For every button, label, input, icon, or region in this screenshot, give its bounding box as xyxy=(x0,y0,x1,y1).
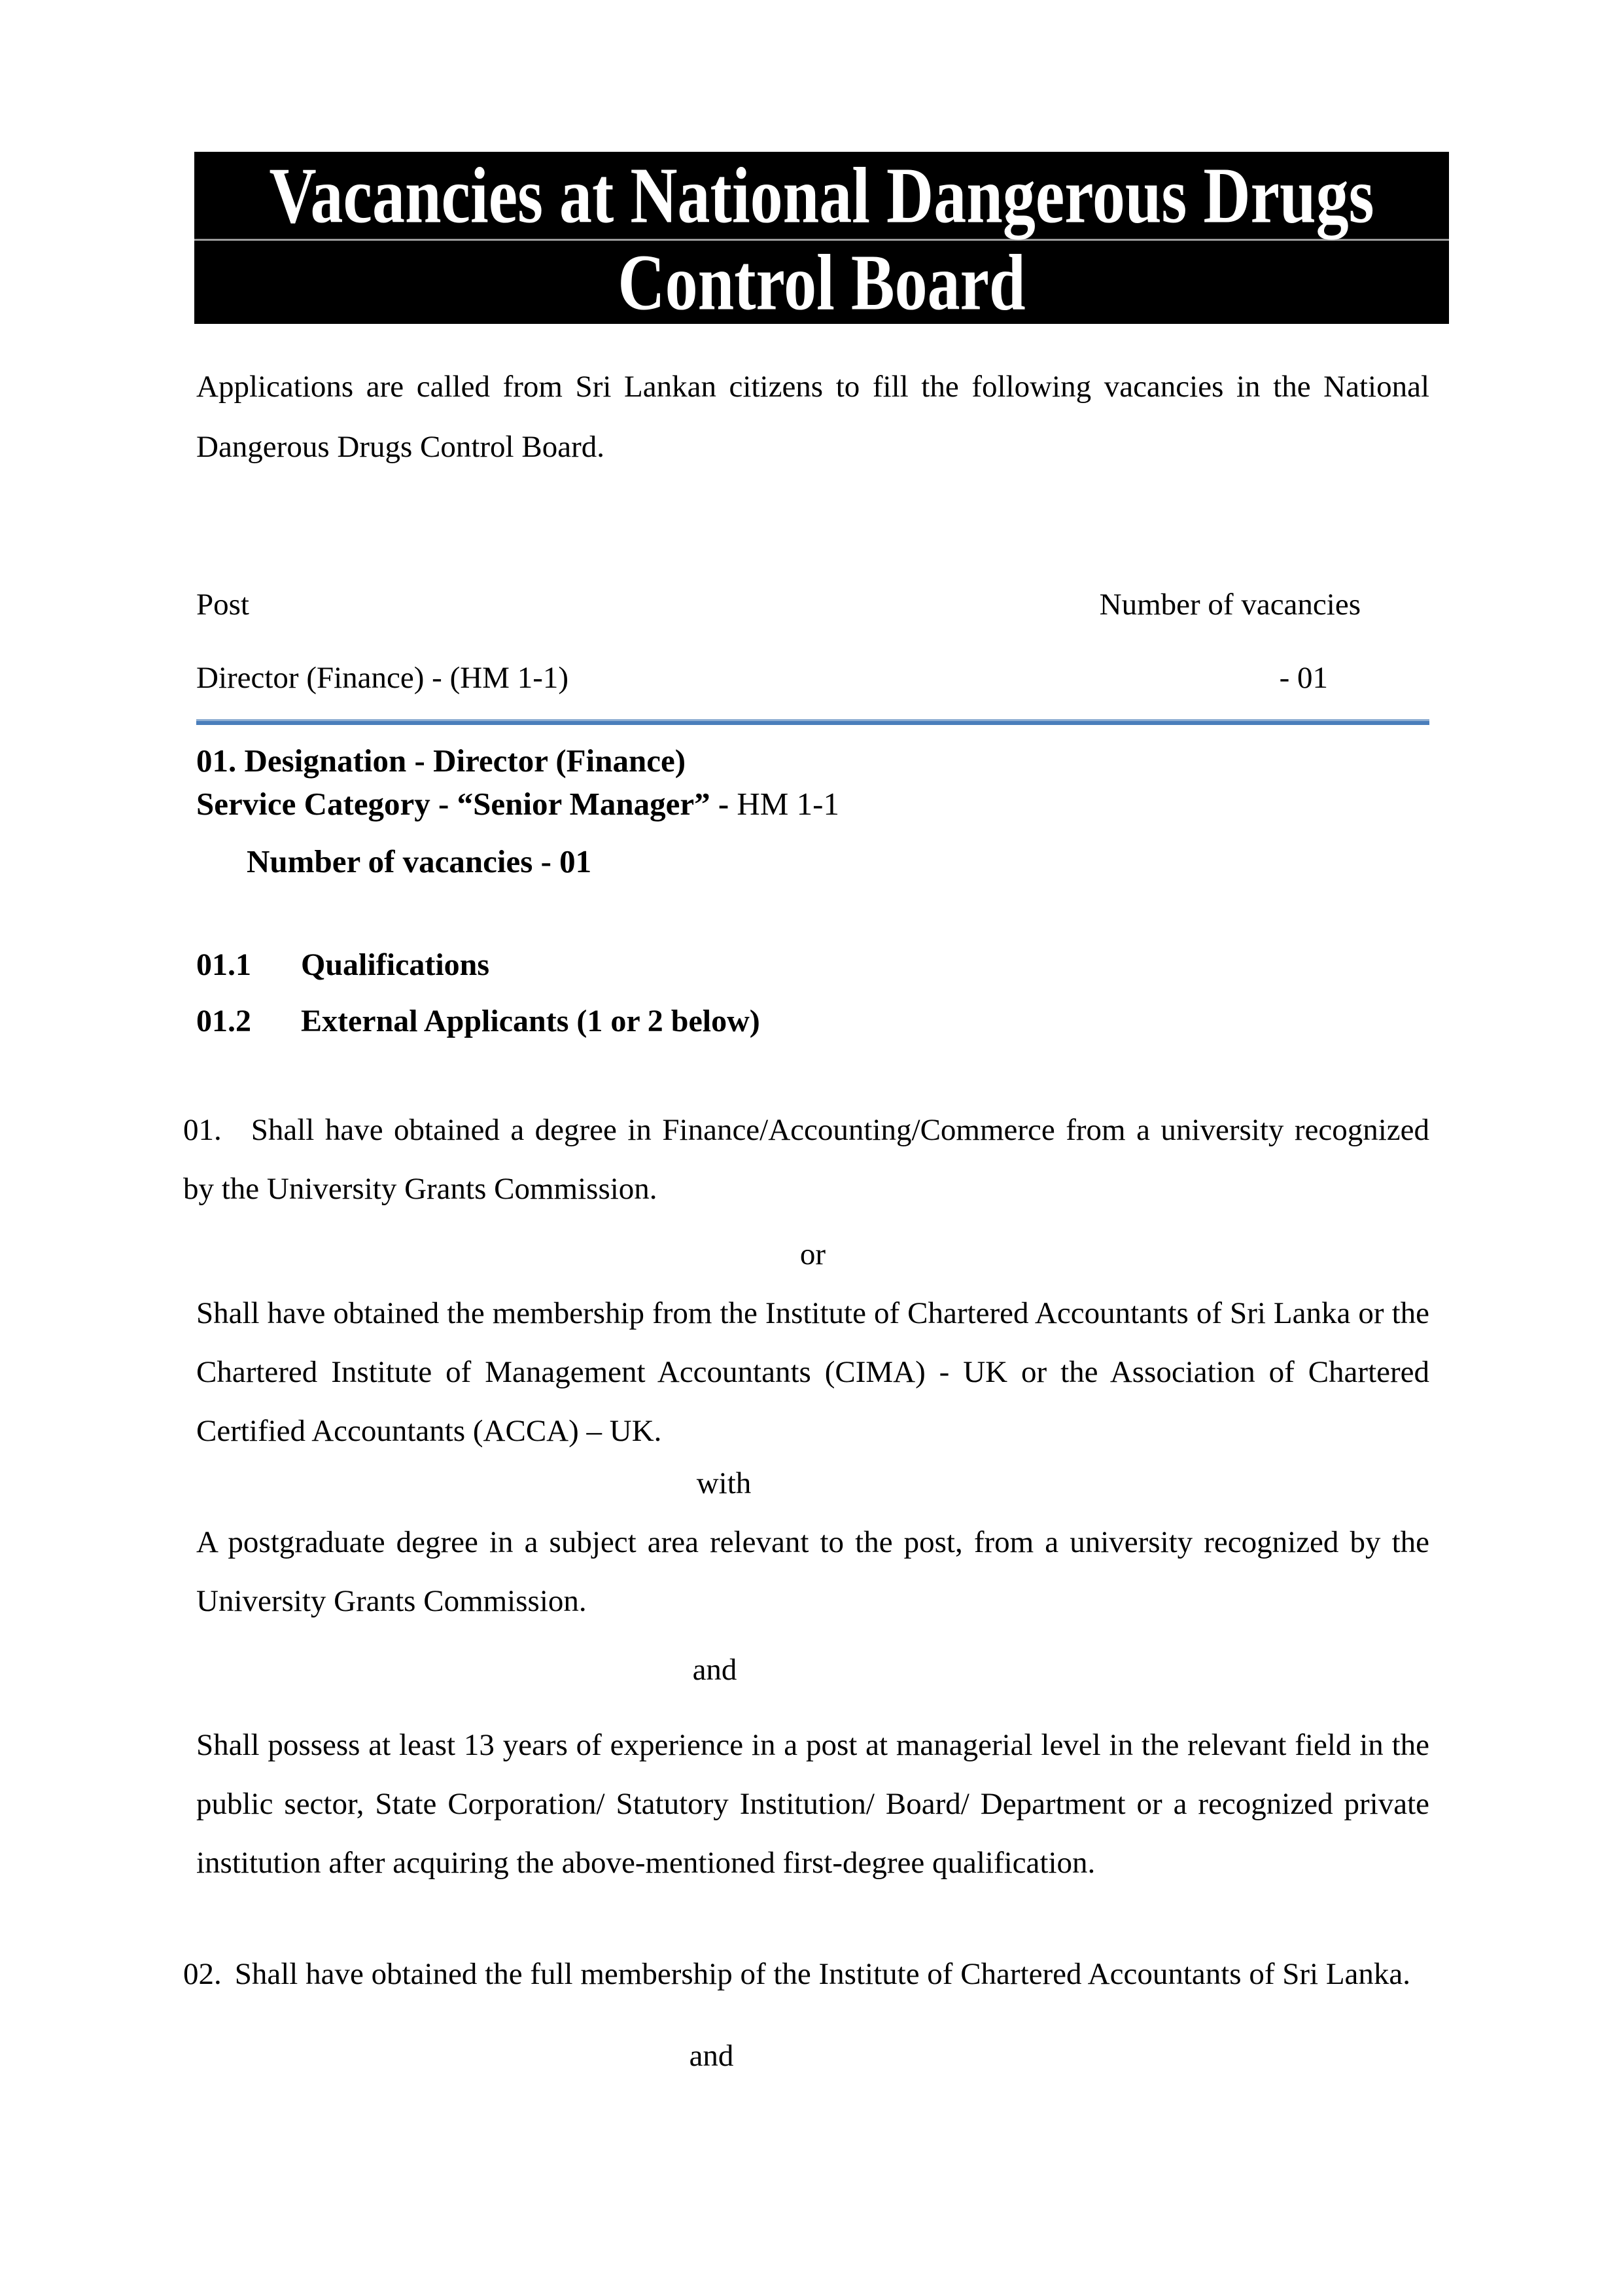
post-column-header: Post xyxy=(196,588,249,622)
qualification-experience: Shall possess at least 13 years of experience in a post at managerial level in the relevant field in the public sector, State Corporation/ Statutory Institution/ Board/ Department or a recognized private institution after acquiring the above-mentioned first-degree qualification. xyxy=(196,1728,1429,1880)
vacancy-table-row xyxy=(196,648,1429,707)
title-banner xyxy=(194,150,1449,327)
title-banner-row-2 xyxy=(194,238,1449,327)
service-category-label: Service Category - “Senior Manager” - xyxy=(196,786,737,822)
qualification-item-2 xyxy=(183,1945,1429,2004)
connector-with: with xyxy=(696,1466,752,1500)
connector-and: and xyxy=(692,1653,737,1687)
connector-or: or xyxy=(799,1237,826,1271)
document-title-line-2: Control Board xyxy=(618,238,1026,327)
designation-heading: 01. Designation - Director (Finance) xyxy=(196,743,686,779)
qualification-postgraduate: A postgraduate degree in a subject area relevant to the post, from a university recognized by the University Grants Commission. xyxy=(196,1525,1429,1618)
connector-and-2: and xyxy=(689,2039,734,2073)
document-title-line-1: Vacancies at National Dangerous Drugs xyxy=(269,150,1374,240)
vacancy-count-line: Number of vacancies - 01 xyxy=(247,843,592,879)
subsection-title: External Applicants (1 or 2 below) xyxy=(301,1004,760,1038)
title-banner-row-1 xyxy=(194,152,1449,239)
intro-paragraph: Applications are called from Sri Lankan citizens to fill the following vacancies in the National Dangerous Drugs Control Board. xyxy=(196,370,1429,464)
vacancy-table-header xyxy=(196,575,1429,634)
section-divider-rule xyxy=(196,719,1429,725)
qualification-item-1 xyxy=(183,1101,1429,1218)
post-name: Director (Finance) - (HM 1-1) xyxy=(196,661,569,695)
qualification-item-1-alternative: Shall have obtained the membership from the Institute of Chartered Accountants of Sri Lanka or the Chartered Institute of Management Accountants (CIMA) - UK or the Association of Chartered Certified Accountants (ACCA) – UK. xyxy=(196,1296,1429,1448)
post-vacancy-count: - 01 xyxy=(1279,661,1328,695)
service-category-value: HM 1-1 xyxy=(737,786,839,822)
subsection-number: 01.1 xyxy=(196,947,251,982)
document-body xyxy=(183,357,1429,2085)
subsection-title: Qualifications xyxy=(301,947,490,982)
count-column-header: Number of vacancies xyxy=(1099,588,1361,622)
service-category-line xyxy=(196,783,1429,826)
subsection-number: 01.2 xyxy=(196,1004,251,1038)
item-text: Shall have obtained the full membership of the Institute of Chartered Accountants of Sri Lanka. xyxy=(234,1957,1411,1991)
subsection-qualifications xyxy=(196,944,1429,987)
item-number: 02. xyxy=(183,1957,222,1991)
item-text: Shall have obtained a degree in Finance/Accounting/Commerce from a university recognized by the University Grants Commission. xyxy=(183,1113,1429,1206)
subsection-external-applicants xyxy=(196,1000,1429,1043)
item-number: 01. xyxy=(183,1113,222,1147)
